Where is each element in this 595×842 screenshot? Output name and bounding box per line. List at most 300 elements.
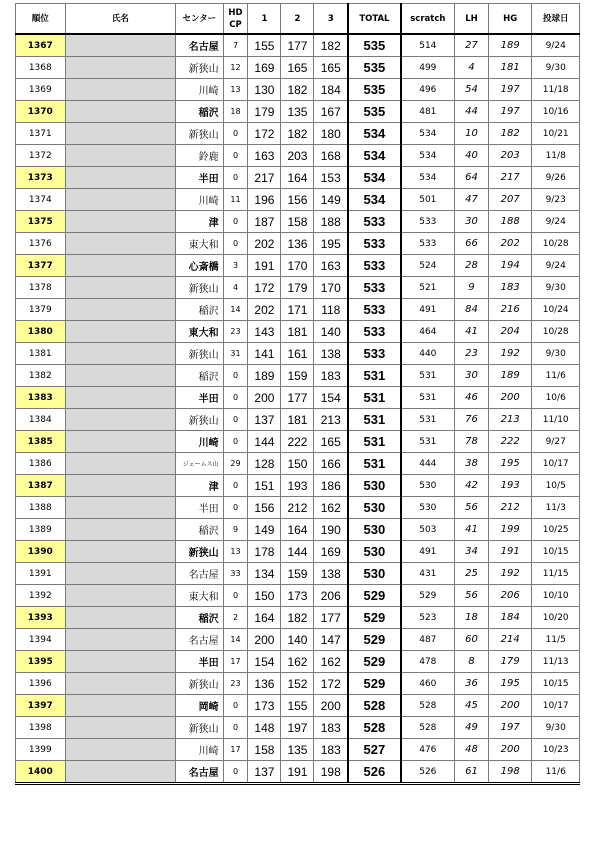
center-cell: 新狭山 (176, 717, 224, 739)
table-row (16, 475, 580, 497)
game1-score: 179 (248, 101, 281, 123)
table-row (16, 761, 580, 784)
table-row (16, 211, 580, 233)
name-cell (65, 233, 176, 255)
game2-score: 182 (281, 123, 314, 145)
total-score: 531 (348, 409, 401, 431)
hdcp-cell: 7 (223, 34, 248, 57)
total-score: 534 (348, 145, 401, 167)
total-score: 533 (348, 299, 401, 321)
table-row (16, 695, 580, 717)
total-score: 529 (348, 651, 401, 673)
game2-score: 203 (281, 145, 314, 167)
hdcp-cell: 0 (223, 167, 248, 189)
name-cell (65, 519, 176, 541)
hdcp-cell: 0 (223, 585, 248, 607)
total-score: 534 (348, 123, 401, 145)
game3-score: 165 (314, 57, 348, 79)
scratch-score: 529 (401, 585, 455, 607)
total-score: 528 (348, 717, 401, 739)
play-date: 10/23 (532, 739, 580, 761)
name-cell (65, 695, 176, 717)
game1-score: 151 (248, 475, 281, 497)
center-cell: 名古屋 (176, 629, 224, 651)
high-game: 222 (489, 431, 532, 453)
center-cell: 川崎 (176, 189, 224, 211)
play-date: 10/15 (532, 673, 580, 695)
rank-cell: 1391 (16, 563, 66, 585)
center-cell: 新狭山 (176, 277, 224, 299)
rank-header: 順位 (16, 4, 66, 35)
center-cell: 稲沢 (176, 365, 224, 387)
play-date: 10/17 (532, 695, 580, 717)
game1-score: 196 (248, 189, 281, 211)
scratch-score: 534 (401, 123, 455, 145)
table-row (16, 145, 580, 167)
rank-cell: 1393 (16, 607, 66, 629)
rank-cell: 1387 (16, 475, 66, 497)
game2-score: 212 (281, 497, 314, 519)
total-score: 529 (348, 673, 401, 695)
game3-score: 163 (314, 255, 348, 277)
play-date: 11/5 (532, 629, 580, 651)
name-cell (65, 387, 176, 409)
rank-cell: 1389 (16, 519, 66, 541)
table-row (16, 277, 580, 299)
low-game: 56 (454, 497, 488, 519)
hdcp-cell: 4 (223, 277, 248, 299)
total-score: 533 (348, 233, 401, 255)
low-game: 9 (454, 277, 488, 299)
total-score: 530 (348, 541, 401, 563)
name-cell (65, 101, 176, 123)
center-cell: 半田 (176, 651, 224, 673)
name-cell (65, 607, 176, 629)
game3-score: 183 (314, 739, 348, 761)
center-cell: 稲沢 (176, 607, 224, 629)
play-date: 9/23 (532, 189, 580, 211)
game2-score: 170 (281, 255, 314, 277)
game1-score: 154 (248, 651, 281, 673)
lh-header: LH (454, 4, 488, 35)
low-game: 41 (454, 519, 488, 541)
game2-score: 181 (281, 409, 314, 431)
play-date: 11/18 (532, 79, 580, 101)
scratch-score: 501 (401, 189, 455, 211)
name-cell (65, 299, 176, 321)
scratch-score: 534 (401, 145, 455, 167)
game2-score: 162 (281, 651, 314, 673)
center-cell: ジェームス山 (176, 453, 224, 475)
scratch-score: 464 (401, 321, 455, 343)
table-row (16, 497, 580, 519)
game1-score: 137 (248, 761, 281, 784)
table-row (16, 519, 580, 541)
rank-cell: 1386 (16, 453, 66, 475)
total-score: 535 (348, 101, 401, 123)
low-game: 64 (454, 167, 488, 189)
high-game: 213 (489, 409, 532, 431)
center-cell: 川崎 (176, 431, 224, 453)
name-cell (65, 585, 176, 607)
scratch-score: 481 (401, 101, 455, 123)
hdcp-cell: 0 (223, 695, 248, 717)
game1-score: 163 (248, 145, 281, 167)
table-row (16, 563, 580, 585)
game2-score: 191 (281, 761, 314, 784)
rank-cell: 1380 (16, 321, 66, 343)
rank-cell: 1368 (16, 57, 66, 79)
high-game: 184 (489, 607, 532, 629)
hdcp-cell: 33 (223, 563, 248, 585)
center-cell: 稲沢 (176, 101, 224, 123)
game1-header: 1 (248, 4, 281, 35)
play-date: 10/10 (532, 585, 580, 607)
center-cell: 稲沢 (176, 519, 224, 541)
scratch-score: 524 (401, 255, 455, 277)
game2-score: 135 (281, 101, 314, 123)
total-score: 530 (348, 563, 401, 585)
game1-score: 137 (248, 409, 281, 431)
center-cell: 東大和 (176, 233, 224, 255)
rank-cell: 1383 (16, 387, 66, 409)
name-cell (65, 431, 176, 453)
low-game: 25 (454, 563, 488, 585)
scratch-score: 531 (401, 387, 455, 409)
game3-score: 198 (314, 761, 348, 784)
rank-cell: 1392 (16, 585, 66, 607)
table-row (16, 57, 580, 79)
game2-score: 177 (281, 34, 314, 57)
game3-score: 183 (314, 717, 348, 739)
center-cell: 新狭山 (176, 409, 224, 431)
play-date: 10/5 (532, 475, 580, 497)
low-game: 23 (454, 343, 488, 365)
hdcp-cell: 13 (223, 79, 248, 101)
game3-score: 184 (314, 79, 348, 101)
rank-cell: 1377 (16, 255, 66, 277)
table-row (16, 585, 580, 607)
high-game: 207 (489, 189, 532, 211)
hdcp-cell: 0 (223, 717, 248, 739)
game1-score: 200 (248, 629, 281, 651)
scratch-score: 530 (401, 475, 455, 497)
total-score: 527 (348, 739, 401, 761)
low-game: 38 (454, 453, 488, 475)
play-date: 11/3 (532, 497, 580, 519)
game2-score: 158 (281, 211, 314, 233)
rank-cell: 1385 (16, 431, 66, 453)
game3-header: 3 (314, 4, 348, 35)
play-date: 9/30 (532, 57, 580, 79)
name-cell (65, 189, 176, 211)
high-game: 214 (489, 629, 532, 651)
play-date: 11/13 (532, 651, 580, 673)
total-score: 531 (348, 431, 401, 453)
game3-score: 200 (314, 695, 348, 717)
total-score: 533 (348, 211, 401, 233)
game3-score: 213 (314, 409, 348, 431)
game3-score: 162 (314, 651, 348, 673)
hdcp-cell: 0 (223, 475, 248, 497)
low-game: 78 (454, 431, 488, 453)
name-cell (65, 123, 176, 145)
total-score: 534 (348, 189, 401, 211)
low-game: 47 (454, 189, 488, 211)
game1-score: 178 (248, 541, 281, 563)
scratch-score: 487 (401, 629, 455, 651)
hdcp-cell: 17 (223, 739, 248, 761)
play-date: 9/26 (532, 167, 580, 189)
name-cell (65, 57, 176, 79)
table-row (16, 453, 580, 475)
center-cell: 名古屋 (176, 563, 224, 585)
rank-cell: 1369 (16, 79, 66, 101)
scratch-score: 531 (401, 431, 455, 453)
game2-score: 155 (281, 695, 314, 717)
game1-score: 155 (248, 34, 281, 57)
total-score: 529 (348, 607, 401, 629)
play-date: 9/30 (532, 717, 580, 739)
high-game: 197 (489, 101, 532, 123)
rank-cell: 1375 (16, 211, 66, 233)
high-game: 202 (489, 233, 532, 255)
scratch-score: 440 (401, 343, 455, 365)
low-game: 46 (454, 387, 488, 409)
scratch-score: 496 (401, 79, 455, 101)
center-cell: 津 (176, 211, 224, 233)
game3-score: 170 (314, 277, 348, 299)
total-score: 535 (348, 79, 401, 101)
table-body (16, 34, 580, 784)
high-game: 191 (489, 541, 532, 563)
hdcp-cell: 29 (223, 453, 248, 475)
play-date: 10/15 (532, 541, 580, 563)
play-date: 10/17 (532, 453, 580, 475)
game2-score: 161 (281, 343, 314, 365)
total-score: 531 (348, 387, 401, 409)
high-game: 195 (489, 673, 532, 695)
hdcp-cell: 23 (223, 321, 248, 343)
table-row (16, 299, 580, 321)
game2-score: 159 (281, 563, 314, 585)
play-date: 11/8 (532, 145, 580, 167)
total-score: 526 (348, 761, 401, 784)
game3-score: 154 (314, 387, 348, 409)
total-score: 530 (348, 519, 401, 541)
play-date: 9/30 (532, 343, 580, 365)
high-game: 192 (489, 343, 532, 365)
table-row (16, 79, 580, 101)
rank-cell: 1396 (16, 673, 66, 695)
table-row (16, 189, 580, 211)
game1-score: 202 (248, 233, 281, 255)
rank-cell: 1378 (16, 277, 66, 299)
high-game: 195 (489, 453, 532, 475)
scratch-score: 476 (401, 739, 455, 761)
scratch-score: 534 (401, 167, 455, 189)
low-game: 48 (454, 739, 488, 761)
center-cell: 半田 (176, 167, 224, 189)
play-date: 11/15 (532, 563, 580, 585)
low-game: 8 (454, 651, 488, 673)
rank-cell: 1384 (16, 409, 66, 431)
low-game: 36 (454, 673, 488, 695)
game1-score: 150 (248, 585, 281, 607)
high-game: 194 (489, 255, 532, 277)
rank-cell: 1388 (16, 497, 66, 519)
high-game: 198 (489, 761, 532, 784)
low-game: 27 (454, 34, 488, 57)
game1-score: 149 (248, 519, 281, 541)
name-cell (65, 167, 176, 189)
low-game: 18 (454, 607, 488, 629)
high-game: 204 (489, 321, 532, 343)
low-game: 84 (454, 299, 488, 321)
game3-score: 169 (314, 541, 348, 563)
center-cell: 半田 (176, 387, 224, 409)
play-date: 9/24 (532, 255, 580, 277)
scratch-score: 491 (401, 299, 455, 321)
name-cell (65, 321, 176, 343)
table-row (16, 233, 580, 255)
table-row (16, 717, 580, 739)
high-game: 200 (489, 739, 532, 761)
total-score: 530 (348, 497, 401, 519)
hdcp-cell: 9 (223, 519, 248, 541)
rank-cell: 1381 (16, 343, 66, 365)
play-date: 10/20 (532, 607, 580, 629)
play-date: 9/24 (532, 211, 580, 233)
rank-cell: 1382 (16, 365, 66, 387)
low-game: 40 (454, 145, 488, 167)
rank-cell: 1376 (16, 233, 66, 255)
game3-score: 138 (314, 563, 348, 585)
total-score: 533 (348, 321, 401, 343)
hdcp-cell: 0 (223, 123, 248, 145)
scratch-score: 499 (401, 57, 455, 79)
play-date: 10/28 (532, 233, 580, 255)
scratch-score: 531 (401, 365, 455, 387)
name-cell (65, 145, 176, 167)
game2-score: 182 (281, 607, 314, 629)
hdcp-header-line1: HD (228, 7, 243, 18)
scratch-score: 523 (401, 607, 455, 629)
center-cell: 東大和 (176, 585, 224, 607)
scratch-score: 526 (401, 761, 455, 784)
center-cell: 名古屋 (176, 761, 224, 784)
high-game: 197 (489, 717, 532, 739)
game1-score: 148 (248, 717, 281, 739)
name-cell (65, 34, 176, 57)
scratch-score: 460 (401, 673, 455, 695)
game1-score: 164 (248, 607, 281, 629)
high-game: 179 (489, 651, 532, 673)
name-cell (65, 739, 176, 761)
hdcp-cell: 0 (223, 409, 248, 431)
rank-cell: 1367 (16, 34, 66, 57)
scratch-score: 478 (401, 651, 455, 673)
high-game: 200 (489, 387, 532, 409)
hdcp-cell: 23 (223, 673, 248, 695)
table-row (16, 101, 580, 123)
game3-score: 138 (314, 343, 348, 365)
play-date: 9/27 (532, 431, 580, 453)
game1-score: 217 (248, 167, 281, 189)
scratch-score: 531 (401, 409, 455, 431)
scratch-score: 514 (401, 34, 455, 57)
hdcp-cell: 0 (223, 431, 248, 453)
total-score: 533 (348, 343, 401, 365)
total-score: 533 (348, 277, 401, 299)
name-cell (65, 497, 176, 519)
rank-cell: 1394 (16, 629, 66, 651)
game1-score: 158 (248, 739, 281, 761)
game3-score: 162 (314, 497, 348, 519)
table-row (16, 431, 580, 453)
low-game: 34 (454, 541, 488, 563)
center-cell: 新狭山 (176, 343, 224, 365)
game1-score: 143 (248, 321, 281, 343)
scratch-score: 431 (401, 563, 455, 585)
game3-score: 182 (314, 34, 348, 57)
total-score: 529 (348, 629, 401, 651)
scratch-score: 528 (401, 717, 455, 739)
center-cell: 川崎 (176, 739, 224, 761)
scratch-score: 533 (401, 233, 455, 255)
play-date: 11/6 (532, 761, 580, 784)
total-score: 534 (348, 167, 401, 189)
center-cell: 新狭山 (176, 673, 224, 695)
scratch-score: 503 (401, 519, 455, 541)
low-game: 28 (454, 255, 488, 277)
low-game: 54 (454, 79, 488, 101)
game2-score: 179 (281, 277, 314, 299)
high-game: 200 (489, 695, 532, 717)
game1-score: 128 (248, 453, 281, 475)
game3-score: 188 (314, 211, 348, 233)
table-row (16, 673, 580, 695)
total-header: TOTAL (348, 4, 401, 35)
low-game: 41 (454, 321, 488, 343)
low-game: 66 (454, 233, 488, 255)
hdcp-header (223, 4, 248, 35)
game2-score: 182 (281, 79, 314, 101)
play-date: 10/16 (532, 101, 580, 123)
game2-score: 156 (281, 189, 314, 211)
game2-score: 140 (281, 629, 314, 651)
center-cell: 新狭山 (176, 57, 224, 79)
game3-score: 168 (314, 145, 348, 167)
total-score: 535 (348, 34, 401, 57)
play-date: 10/21 (532, 123, 580, 145)
center-header: センター (176, 4, 224, 35)
low-game: 49 (454, 717, 488, 739)
rank-cell: 1390 (16, 541, 66, 563)
high-game: 182 (489, 123, 532, 145)
hdcp-cell: 0 (223, 145, 248, 167)
low-game: 10 (454, 123, 488, 145)
hdcp-cell: 3 (223, 255, 248, 277)
game1-score: 130 (248, 79, 281, 101)
center-cell: 津 (176, 475, 224, 497)
high-game: 188 (489, 211, 532, 233)
total-score: 535 (348, 57, 401, 79)
game3-score: 186 (314, 475, 348, 497)
game3-score: 206 (314, 585, 348, 607)
game3-score: 140 (314, 321, 348, 343)
name-cell (65, 343, 176, 365)
